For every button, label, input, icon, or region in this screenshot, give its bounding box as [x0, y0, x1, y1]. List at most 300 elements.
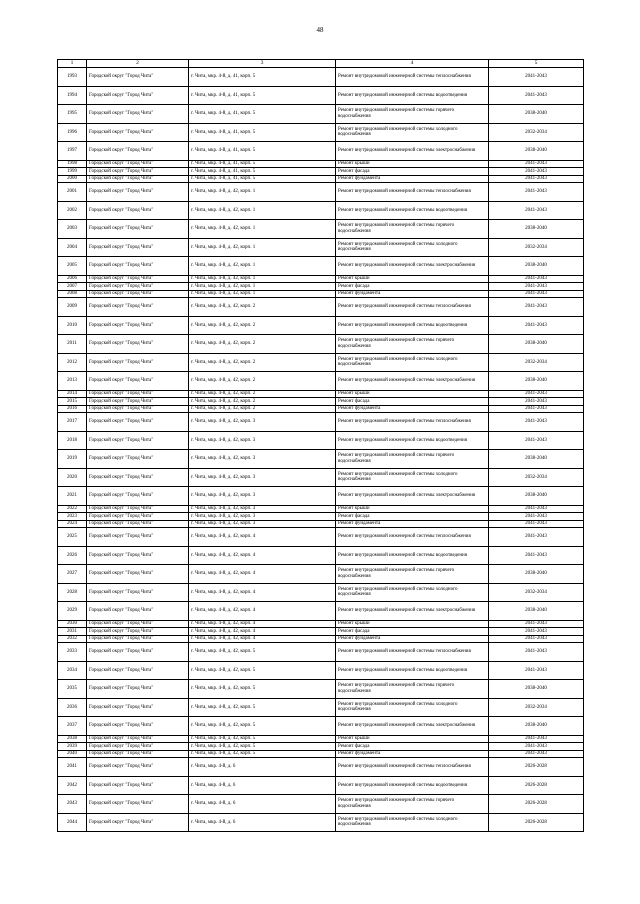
row-number-cell: 2015	[58, 398, 87, 406]
address-cell: г. Чита, мкр. 4-й, д. 42, корп. 2	[189, 405, 336, 413]
row-number-cell: 2022	[58, 505, 87, 513]
row-number-cell: 2030	[58, 620, 87, 628]
table-row	[58, 661, 584, 680]
period-cell: 2041-2043	[489, 546, 584, 565]
work-type-cell: Ремонт внутридомовой инженерной системы теплоснабжения	[336, 528, 489, 547]
row-number-cell: 1999	[58, 168, 87, 176]
row-number-cell: 2011	[58, 335, 87, 354]
row-number-cell: 2038	[58, 735, 87, 743]
address-cell: г. Чита, мкр. 4-й, д. 42, корп. 4	[189, 602, 336, 621]
period-cell: 2032-2034	[489, 698, 584, 717]
municipality-cell: Городской округ "Город Чита"	[87, 583, 189, 602]
work-type-cell: Ремонт крыши	[336, 620, 489, 628]
work-type-cell: Ремонт внутридомовой инженерной системы водоотведения	[336, 431, 489, 450]
work-type-cell: Ремонт внутридомовой инженерной системы водоотведения	[336, 86, 489, 105]
municipality-cell: Городской округ "Город Чита"	[87, 335, 189, 354]
row-number-cell: 2001	[58, 183, 87, 202]
address-cell: г. Чита, мкр. 4-й, д. 42, корп. 5	[189, 735, 336, 743]
row-number-cell: 2016	[58, 405, 87, 413]
work-type-cell: Ремонт фундамента	[336, 290, 489, 298]
period-cell: 2026-2028	[489, 813, 584, 832]
address-cell: г. Чита, мкр. 4-й, д. 42, корп. 1	[189, 201, 336, 220]
period-cell: 2038-2040	[489, 717, 584, 736]
address-cell: г. Чита, мкр. 4-й, д. 42, корп. 5	[189, 643, 336, 662]
row-number-cell: 1997	[58, 142, 87, 161]
table-row	[58, 431, 584, 450]
municipality-cell: Городской округ "Город Чита"	[87, 86, 189, 105]
period-cell: 2038-2040	[489, 335, 584, 354]
work-type-cell: Ремонт внутридомовой инженерной системы холодного водоснабжения	[336, 698, 489, 717]
table-row	[58, 353, 584, 372]
table-row	[58, 743, 584, 751]
row-number-cell: 2000	[58, 175, 87, 183]
period-cell: 2041-2043	[489, 513, 584, 521]
table-row	[58, 583, 584, 602]
municipality-cell: Городской округ "Город Чита"	[87, 643, 189, 662]
address-cell: г. Чита, мкр. 4-й, д. 42, корп. 3	[189, 413, 336, 432]
address-cell: г. Чита, мкр. 4-й, д. 42, корп. 1	[189, 238, 336, 257]
page-number: 48	[316, 26, 324, 34]
row-number-cell: 2019	[58, 450, 87, 469]
municipality-cell: Городской округ "Город Чита"	[87, 105, 189, 124]
municipality-cell: Городской округ "Город Чита"	[87, 201, 189, 220]
municipality-cell: Городской округ "Город Чита"	[87, 505, 189, 513]
address-cell: г. Чита, мкр. 4-й, д. 42, корп. 3	[189, 431, 336, 450]
period-cell: 2032-2034	[489, 123, 584, 142]
table-row	[58, 220, 584, 239]
address-cell: г. Чита, мкр. 4-й, д. 42, корп. 4	[189, 528, 336, 547]
work-type-cell: Ремонт фасада	[336, 743, 489, 751]
municipality-cell: Городской округ "Город Чита"	[87, 743, 189, 751]
address-cell: г. Чита, мкр. 4-й, д. 42, корп. 3	[189, 505, 336, 513]
municipality-cell: Городской округ "Город Чита"	[87, 183, 189, 202]
period-cell: 2041-2043	[489, 275, 584, 283]
address-cell: г. Чита, мкр. 4-й, д. 6	[189, 758, 336, 777]
table-row	[58, 201, 584, 220]
work-type-cell: Ремонт фасада	[336, 513, 489, 521]
period-cell: 2038-2040	[489, 680, 584, 699]
address-cell: г. Чита, мкр. 4-й, д. 6	[189, 795, 336, 814]
period-cell: 2026-2028	[489, 795, 584, 814]
period-cell: 2041-2043	[489, 528, 584, 547]
work-type-cell: Ремонт внутридомовой инженерной системы горячего водоснабжения	[336, 680, 489, 699]
period-cell: 2041-2043	[489, 298, 584, 317]
table-row	[58, 275, 584, 283]
work-type-cell: Ремонт внутридомовой инженерной системы теплоснабжения	[336, 183, 489, 202]
address-cell: г. Чита, мкр. 4-й, д. 41, корп. 5	[189, 105, 336, 124]
period-cell: 2041-2043	[489, 661, 584, 680]
address-cell: г. Чита, мкр. 4-й, д. 42, корп. 4	[189, 546, 336, 565]
municipality-cell: Городской округ "Город Чита"	[87, 602, 189, 621]
work-type-cell: Ремонт фундамента	[336, 635, 489, 643]
table-row	[58, 123, 584, 142]
period-cell: 2041-2043	[489, 160, 584, 168]
row-number-cell: 2029	[58, 602, 87, 621]
period-cell: 2041-2043	[489, 86, 584, 105]
period-cell: 2041-2043	[489, 620, 584, 628]
period-cell: 2041-2043	[489, 283, 584, 291]
period-cell: 2041-2043	[489, 168, 584, 176]
row-number-cell: 2026	[58, 546, 87, 565]
work-type-cell: Ремонт фасада	[336, 168, 489, 176]
address-cell: г. Чита, мкр. 4-й, д. 41, корп. 5	[189, 160, 336, 168]
column-number-row	[58, 60, 584, 68]
work-type-cell: Ремонт фасада	[336, 398, 489, 406]
table-row	[58, 565, 584, 584]
period-cell: 2041-2043	[489, 413, 584, 432]
municipality-cell: Городской округ "Город Чита"	[87, 431, 189, 450]
work-type-cell: Ремонт внутридомовой инженерной системы электроснабжения	[336, 372, 489, 391]
table-row	[58, 290, 584, 298]
municipality-cell: Городской округ "Город Чита"	[87, 238, 189, 257]
table-row	[58, 735, 584, 743]
row-number-cell: 1995	[58, 105, 87, 124]
address-cell: г. Чита, мкр. 4-й, д. 42, корп. 4	[189, 565, 336, 584]
period-cell: 2041-2043	[489, 201, 584, 220]
work-type-cell: Ремонт внутридомовой инженерной системы водоотведения	[336, 201, 489, 220]
work-type-cell: Ремонт крыши	[336, 390, 489, 398]
municipality-cell: Городской округ "Город Чита"	[87, 513, 189, 521]
table-row	[58, 620, 584, 628]
table-row	[58, 450, 584, 469]
municipality-cell: Городской округ "Город Чита"	[87, 168, 189, 176]
table-row	[58, 528, 584, 547]
address-cell: г. Чита, мкр. 4-й, д. 42, корп. 5	[189, 661, 336, 680]
municipality-cell: Городской округ "Город Чита"	[87, 698, 189, 717]
period-cell: 2038-2040	[489, 257, 584, 276]
table-row	[58, 160, 584, 168]
work-type-cell: Ремонт фасада	[336, 283, 489, 291]
period-cell: 2038-2040	[489, 450, 584, 469]
municipality-cell: Городской округ "Город Чита"	[87, 635, 189, 643]
work-type-cell: Ремонт внутридомовой инженерной системы водоотведения	[336, 546, 489, 565]
table-row	[58, 405, 584, 413]
address-cell: г. Чита, мкр. 4-й, д. 42, корп. 2	[189, 316, 336, 335]
municipality-cell: Городской округ "Город Чита"	[87, 123, 189, 142]
address-cell: г. Чита, мкр. 4-й, д. 42, корп. 3	[189, 520, 336, 528]
municipality-cell: Городской округ "Город Чита"	[87, 316, 189, 335]
table-row	[58, 750, 584, 758]
row-number-cell: 2031	[58, 628, 87, 636]
work-type-cell: Ремонт внутридомовой инженерной системы горячего водоснабжения	[336, 335, 489, 354]
address-cell: г. Чита, мкр. 4-й, д. 42, корп. 1	[189, 275, 336, 283]
municipality-cell: Городской округ "Город Чита"	[87, 290, 189, 298]
row-number-cell: 2032	[58, 635, 87, 643]
address-cell: г. Чита, мкр. 4-й, д. 42, корп. 2	[189, 353, 336, 372]
table-row	[58, 183, 584, 202]
period-cell: 2041-2043	[489, 316, 584, 335]
address-cell: г. Чита, мкр. 4-й, д. 42, корп. 2	[189, 372, 336, 391]
table-row	[58, 795, 584, 814]
municipality-cell: Городской округ "Город Чита"	[87, 528, 189, 547]
municipality-cell: Городской округ "Город Чита"	[87, 257, 189, 276]
address-cell: г. Чита, мкр. 4-й, д. 42, корп. 1	[189, 183, 336, 202]
work-type-cell: Ремонт внутридомовой инженерной системы холодного водоснабжения	[336, 353, 489, 372]
period-cell: 2032-2034	[489, 238, 584, 257]
work-type-cell: Ремонт фасада	[336, 628, 489, 636]
municipality-cell: Городской округ "Город Чита"	[87, 717, 189, 736]
municipality-cell: Городской округ "Город Чита"	[87, 735, 189, 743]
municipality-cell: Городской округ "Город Чита"	[87, 620, 189, 628]
table-row	[58, 257, 584, 276]
period-cell: 2041-2043	[489, 628, 584, 636]
period-cell: 2041-2043	[489, 405, 584, 413]
table-row	[58, 520, 584, 528]
address-cell: г. Чита, мкр. 4-й, д. 41, корп. 5	[189, 168, 336, 176]
table-row	[58, 86, 584, 105]
municipality-cell: Городской округ "Город Чита"	[87, 468, 189, 487]
table-row	[58, 238, 584, 257]
period-cell: 2026-2028	[489, 776, 584, 795]
table-row	[58, 505, 584, 513]
work-type-cell: Ремонт внутридомовой инженерной системы электроснабжения	[336, 487, 489, 506]
address-cell: г. Чита, мкр. 4-й, д. 42, корп. 2	[189, 398, 336, 406]
work-type-cell: Ремонт внутридомовой инженерной системы горячего водоснабжения	[336, 450, 489, 469]
work-type-cell: Ремонт внутридомовой инженерной системы холодного водоснабжения	[336, 123, 489, 142]
address-cell: г. Чита, мкр. 4-й, д. 42, корп. 5	[189, 698, 336, 717]
municipality-cell: Городской округ "Город Чита"	[87, 450, 189, 469]
row-number-cell: 2028	[58, 583, 87, 602]
work-type-cell: Ремонт внутридомовой инженерной системы водоотведения	[336, 316, 489, 335]
municipality-cell: Городской округ "Город Чита"	[87, 413, 189, 432]
row-number-cell: 2018	[58, 431, 87, 450]
period-cell: 2041-2043	[489, 735, 584, 743]
address-cell: г. Чита, мкр. 4-й, д. 42, корп. 4	[189, 583, 336, 602]
municipality-cell: Городской округ "Город Чита"	[87, 142, 189, 161]
municipality-cell: Городской округ "Город Чита"	[87, 398, 189, 406]
row-number-cell: 2007	[58, 283, 87, 291]
work-type-cell: Ремонт внутридомовой инженерной системы электроснабжения	[336, 717, 489, 736]
table-row	[58, 283, 584, 291]
row-number-cell: 1996	[58, 123, 87, 142]
row-number-cell: 1993	[58, 68, 87, 87]
table-row	[58, 635, 584, 643]
work-type-cell: Ремонт фундамента	[336, 750, 489, 758]
row-number-cell: 2005	[58, 257, 87, 276]
municipality-cell: Городской округ "Город Чита"	[87, 565, 189, 584]
municipality-cell: Городской округ "Город Чита"	[87, 390, 189, 398]
row-number-cell: 2008	[58, 290, 87, 298]
row-number-cell: 2003	[58, 220, 87, 239]
address-cell: г. Чита, мкр. 4-й, д. 42, корп. 3	[189, 513, 336, 521]
row-number-cell: 2012	[58, 353, 87, 372]
municipality-cell: Городской округ "Город Чита"	[87, 283, 189, 291]
work-type-cell: Ремонт внутридомовой инженерной системы горячего водоснабжения	[336, 565, 489, 584]
period-cell: 2038-2040	[489, 487, 584, 506]
address-cell: г. Чита, мкр. 4-й, д. 42, корп. 5	[189, 717, 336, 736]
address-cell: г. Чита, мкр. 4-й, д. 42, корп. 3	[189, 487, 336, 506]
row-number-cell: 2025	[58, 528, 87, 547]
municipality-cell: Городской округ "Город Чита"	[87, 353, 189, 372]
municipality-cell: Городской округ "Город Чита"	[87, 275, 189, 283]
municipality-cell: Городской округ "Город Чита"	[87, 546, 189, 565]
address-cell: г. Чита, мкр. 4-й, д. 42, корп. 2	[189, 390, 336, 398]
table-row	[58, 643, 584, 662]
row-number-cell: 2024	[58, 520, 87, 528]
row-number-cell: 1998	[58, 160, 87, 168]
work-type-cell: Ремонт крыши	[336, 275, 489, 283]
period-cell: 2041-2043	[489, 750, 584, 758]
period-cell: 2041-2043	[489, 635, 584, 643]
row-number-cell: 2017	[58, 413, 87, 432]
period-cell: 2032-2034	[489, 583, 584, 602]
municipality-cell: Городской округ "Город Чита"	[87, 487, 189, 506]
period-cell: 2041-2043	[489, 520, 584, 528]
address-cell: г. Чита, мкр. 4-й, д. 42, корп. 5	[189, 680, 336, 699]
table-row	[58, 468, 584, 487]
row-number-cell: 2044	[58, 813, 87, 832]
row-number-cell: 2034	[58, 661, 87, 680]
period-cell: 2041-2043	[489, 175, 584, 183]
period-cell: 2038-2040	[489, 565, 584, 584]
period-cell: 2026-2028	[489, 758, 584, 777]
period-cell: 2038-2040	[489, 372, 584, 391]
address-cell: г. Чита, мкр. 4-й, д. 42, корп. 3	[189, 450, 336, 469]
address-cell: г. Чита, мкр. 4-й, д. 42, корп. 4	[189, 628, 336, 636]
table-row	[58, 68, 584, 87]
table-row	[58, 335, 584, 354]
period-cell: 2041-2043	[489, 743, 584, 751]
address-cell: г. Чита, мкр. 4-й, д. 42, корп. 2	[189, 335, 336, 354]
table-row	[58, 717, 584, 736]
column-header-4: 4	[336, 60, 489, 68]
address-cell: г. Чита, мкр. 4-й, д. 42, корп. 3	[189, 468, 336, 487]
address-cell: г. Чита, мкр. 4-й, д. 41, корп. 5	[189, 175, 336, 183]
row-number-cell: 2023	[58, 513, 87, 521]
municipality-cell: Городской округ "Город Чита"	[87, 750, 189, 758]
municipality-cell: Городской округ "Город Чита"	[87, 813, 189, 832]
table-row	[58, 316, 584, 335]
address-cell: г. Чита, мкр. 4-й, д. 42, корп. 4	[189, 635, 336, 643]
municipality-cell: Городской округ "Город Чита"	[87, 175, 189, 183]
table-row	[58, 602, 584, 621]
address-cell: г. Чита, мкр. 4-й, д. 42, корп. 1	[189, 290, 336, 298]
work-type-cell: Ремонт внутридомовой инженерной системы электроснабжения	[336, 257, 489, 276]
municipality-cell: Городской округ "Город Чита"	[87, 405, 189, 413]
address-cell: г. Чита, мкр. 4-й, д. 42, корп. 4	[189, 620, 336, 628]
period-cell: 2032-2034	[489, 353, 584, 372]
work-type-cell: Ремонт внутридомовой инженерной системы горячего водоснабжения	[336, 220, 489, 239]
table-row	[58, 546, 584, 565]
municipality-cell: Городской округ "Город Чита"	[87, 520, 189, 528]
row-number-cell: 2039	[58, 743, 87, 751]
table-row	[58, 372, 584, 391]
column-header-5: 5	[489, 60, 584, 68]
work-type-cell: Ремонт внутридомовой инженерной системы электроснабжения	[336, 602, 489, 621]
municipality-cell: Городской округ "Город Чита"	[87, 160, 189, 168]
work-type-cell: Ремонт фундамента	[336, 405, 489, 413]
table-row	[58, 298, 584, 317]
address-cell: г. Чита, мкр. 4-й, д. 41, корп. 5	[189, 68, 336, 87]
table-row	[58, 168, 584, 176]
row-number-cell: 2043	[58, 795, 87, 814]
municipality-cell: Городской округ "Город Чита"	[87, 680, 189, 699]
address-cell: г. Чита, мкр. 4-й, д. 42, корп. 2	[189, 298, 336, 317]
period-cell: 2038-2040	[489, 142, 584, 161]
column-header-2: 2	[87, 60, 189, 68]
work-type-cell: Ремонт внутридомовой инженерной системы водоотведения	[336, 776, 489, 795]
column-header-1: 1	[58, 60, 87, 68]
table-row	[58, 698, 584, 717]
row-number-cell: 2042	[58, 776, 87, 795]
work-type-cell: Ремонт внутридомовой инженерной системы водоотведения	[336, 661, 489, 680]
period-cell: 2032-2034	[489, 468, 584, 487]
municipality-cell: Городской округ "Город Чита"	[87, 776, 189, 795]
work-type-cell: Ремонт внутридомовой инженерной системы теплоснабжения	[336, 413, 489, 432]
table-row	[58, 513, 584, 521]
work-type-cell: Ремонт внутридомовой инженерной системы горячего водоснабжения	[336, 795, 489, 814]
work-type-cell: Ремонт внутридомовой инженерной системы электроснабжения	[336, 142, 489, 161]
address-cell: г. Чита, мкр. 4-й, д. 41, корп. 5	[189, 86, 336, 105]
work-type-cell: Ремонт внутридомовой инженерной системы теплоснабжения	[336, 643, 489, 662]
address-cell: г. Чита, мкр. 4-й, д. 41, корп. 5	[189, 123, 336, 142]
address-cell: г. Чита, мкр. 4-й, д. 42, корп. 5	[189, 750, 336, 758]
municipality-cell: Городской округ "Город Чита"	[87, 758, 189, 777]
work-type-cell: Ремонт внутридомовой инженерной системы горячего водоснабжения	[336, 105, 489, 124]
address-cell: г. Чита, мкр. 4-й, д. 6	[189, 776, 336, 795]
row-number-cell: 2002	[58, 201, 87, 220]
period-cell: 2041-2043	[489, 505, 584, 513]
municipality-cell: Городской округ "Город Чита"	[87, 628, 189, 636]
address-cell: г. Чита, мкр. 4-й, д. 42, корп. 5	[189, 743, 336, 751]
table-row	[58, 413, 584, 432]
work-type-cell: Ремонт внутридомовой инженерной системы теплоснабжения	[336, 758, 489, 777]
address-cell: г. Чита, мкр. 4-й, д. 42, корп. 1	[189, 220, 336, 239]
row-number-cell: 2014	[58, 390, 87, 398]
work-type-cell: Ремонт крыши	[336, 160, 489, 168]
row-number-cell: 2035	[58, 680, 87, 699]
period-cell: 2041-2043	[489, 390, 584, 398]
municipality-cell: Городской округ "Город Чита"	[87, 795, 189, 814]
period-cell: 2041-2043	[489, 290, 584, 298]
table-row	[58, 487, 584, 506]
period-cell: 2038-2040	[489, 602, 584, 621]
municipality-cell: Городской округ "Город Чита"	[87, 220, 189, 239]
period-cell: 2041-2043	[489, 183, 584, 202]
row-number-cell: 2041	[58, 758, 87, 777]
work-type-cell: Ремонт крыши	[336, 735, 489, 743]
municipality-cell: Городской округ "Город Чита"	[87, 68, 189, 87]
municipality-cell: Городской округ "Город Чита"	[87, 661, 189, 680]
work-type-cell: Ремонт внутридомовой инженерной системы холодного водоснабжения	[336, 468, 489, 487]
table-row	[58, 776, 584, 795]
period-cell: 2041-2043	[489, 398, 584, 406]
table-row	[58, 175, 584, 183]
period-cell: 2038-2040	[489, 220, 584, 239]
work-type-cell: Ремонт внутридомовой инженерной системы холодного водоснабжения	[336, 238, 489, 257]
row-number-cell: 1994	[58, 86, 87, 105]
row-number-cell: 2036	[58, 698, 87, 717]
address-cell: г. Чита, мкр. 4-й, д. 41, корп. 5	[189, 142, 336, 161]
table-row	[58, 680, 584, 699]
work-type-cell: Ремонт крыши	[336, 505, 489, 513]
address-cell: г. Чита, мкр. 4-й, д. 6	[189, 813, 336, 832]
work-type-cell: Ремонт фундамента	[336, 520, 489, 528]
row-number-cell: 2020	[58, 468, 87, 487]
work-type-cell: Ремонт фундамента	[336, 175, 489, 183]
address-cell: г. Чита, мкр. 4-й, д. 42, корп. 1	[189, 257, 336, 276]
row-number-cell: 2004	[58, 238, 87, 257]
work-type-cell: Ремонт внутридомовой инженерной системы холодного водоснабжения	[336, 813, 489, 832]
row-number-cell: 2033	[58, 643, 87, 662]
row-number-cell: 2037	[58, 717, 87, 736]
row-number-cell: 2006	[58, 275, 87, 283]
row-number-cell: 2027	[58, 565, 87, 584]
table-row	[58, 758, 584, 777]
table-row	[58, 628, 584, 636]
table-row	[58, 390, 584, 398]
period-cell: 2038-2040	[489, 105, 584, 124]
